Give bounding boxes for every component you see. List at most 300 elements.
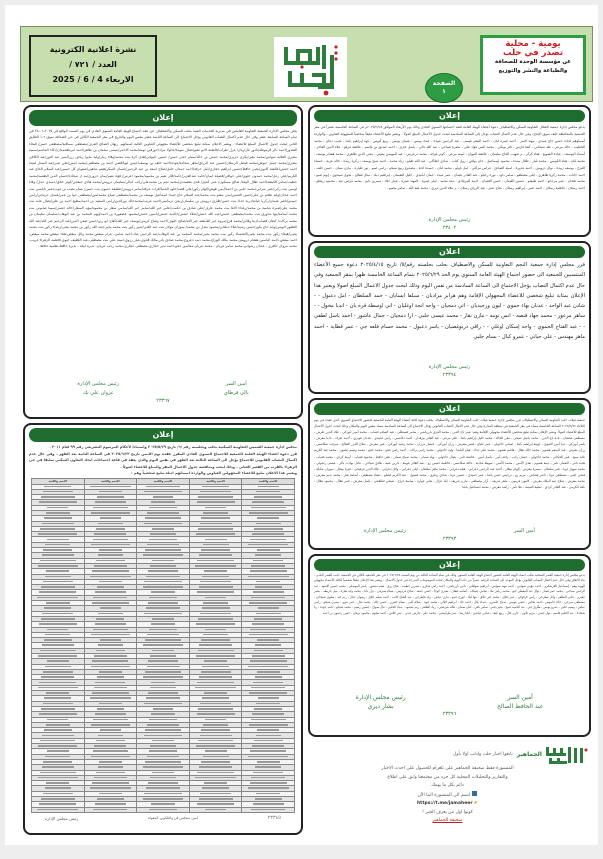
cell-text-placeholder — [205, 539, 227, 541]
cell-text-placeholder — [253, 560, 283, 562]
cell-text-placeholder — [150, 533, 175, 535]
cell-text-placeholder — [43, 671, 72, 673]
cell-text-placeholder — [147, 756, 180, 758]
cell-text-placeholder — [201, 639, 230, 641]
cell-text-placeholder — [45, 544, 70, 546]
cell-text-placeholder — [148, 692, 178, 694]
cell-text-placeholder — [254, 496, 282, 498]
cell-text-placeholder — [42, 554, 75, 556]
cell-text-placeholder — [149, 809, 176, 811]
cell-text-placeholder — [97, 676, 123, 678]
cell-text-placeholder — [249, 724, 288, 726]
cell-text-placeholder — [41, 708, 75, 710]
cell-text-placeholder — [97, 586, 124, 588]
secretary-name: عبد الحافظ الصالح — [497, 703, 544, 710]
ad-number: ٢٣٣٩٣ — [442, 536, 457, 542]
cell-text-placeholder — [202, 666, 228, 668]
cell-text-placeholder — [99, 761, 121, 763]
cell-text-placeholder — [254, 740, 283, 742]
cell-text-placeholder — [145, 639, 181, 641]
cell-text-placeholder — [248, 756, 288, 758]
ad-najm-association — [308, 241, 591, 394]
cell-text-placeholder — [96, 650, 125, 652]
cell-text-placeholder — [252, 623, 284, 625]
cell-text-placeholder — [93, 539, 129, 541]
cell-text-placeholder — [250, 539, 286, 541]
cell-text-placeholder — [205, 809, 226, 811]
cell-text-placeholder — [46, 692, 69, 694]
cell-text-placeholder — [90, 697, 131, 699]
cell-text-placeholder — [255, 644, 281, 646]
cell-text-placeholder — [145, 517, 180, 519]
cell-text-placeholder — [254, 618, 282, 620]
cell-text-placeholder — [145, 729, 180, 731]
cell-text-placeholder — [251, 719, 286, 721]
cell-text-placeholder — [249, 692, 287, 694]
cell-text-placeholder — [92, 660, 128, 662]
cell-text-placeholder — [254, 708, 282, 710]
publisher-box — [480, 35, 586, 95]
footer-line-6: كونوا اول من يعرف الخبر ! — [422, 809, 473, 815]
cell-text-placeholder — [98, 554, 124, 556]
cell-text-placeholder — [205, 629, 227, 631]
cell-text-placeholder — [150, 687, 177, 689]
cell-text-placeholder — [200, 523, 232, 525]
column-header: الاسم والكنية — [84, 478, 137, 484]
cell-text-placeholder — [200, 703, 231, 705]
ad-asr-association — [308, 554, 591, 737]
secretary-block — [497, 693, 543, 711]
cell-text-placeholder — [43, 549, 72, 551]
ad-number: ٢٣٣٩٦ — [442, 711, 457, 717]
cell-text-placeholder — [253, 591, 284, 593]
cell-text-placeholder — [98, 613, 122, 615]
cell-text-placeholder — [151, 682, 174, 684]
jamaheer-logo-icon — [274, 37, 347, 97]
cell-text-placeholder — [203, 602, 227, 604]
cell-text-placeholder — [256, 735, 281, 737]
cell-text-placeholder — [38, 655, 77, 657]
ad-heading: اعلان — [314, 403, 585, 415]
newspaper-page — [5, 5, 598, 845]
cell-text-placeholder — [45, 666, 71, 668]
cell-text-placeholder — [151, 623, 176, 625]
cell-text-placeholder — [204, 570, 227, 572]
cell-text-placeholder — [90, 576, 130, 578]
cell-text-placeholder — [47, 507, 68, 509]
pointer-hand-icon: ☛ — [472, 801, 479, 806]
cell-text-placeholder — [199, 644, 232, 646]
cell-text-placeholder — [257, 761, 280, 763]
cell-text-placeholder — [46, 570, 69, 572]
cell-text-placeholder — [200, 581, 230, 583]
cell-text-placeholder — [146, 787, 180, 789]
chairman-title: رئيس مجلس الإدارة — [45, 815, 79, 821]
cell-text-placeholder — [145, 549, 181, 551]
chairman-title: رئيس مجلس الإدارة — [428, 217, 471, 223]
cell-text-placeholder — [45, 787, 71, 789]
cell-text-placeholder — [96, 560, 125, 562]
footer-line-4: دائم بكل ما يهمك — [431, 783, 464, 788]
cell-text-placeholder — [143, 586, 184, 588]
ad-body: يدعو مجلس إدارة جمعية العصر السكنية بحلب اعضاء الهيئة العامة لحضور اجتماع الهيئة العامة السنوي وذلك في تمام الساعة الثالثة من يوم السبت ٢٠٢٥/٦/٢٨ في مقر الجمعية الكائن في الجميلية جانب القصر البلدي ، بناء الاتفاق وفي حال عدم اكتمال النصاب القانوني يؤجل الموعد الى الساعة الرابعة عصراً من ذات اليوم والمكان لبحث الموضوعات المدرجة في جدول الاعمال ، ويعتبر هذا الإعلان تبليغاً شخصياً لكافة الأعضاء مجهولي الهوية وهم : إسماعيل الفرشكري ، احمد مؤمن سوامي ، احمد مهند سوامي ، ابراهيم سواقلي ، نادين بازرباشي ، احمد رامي شكري ، شيرين خطيب ، نجاح رزق ، هيثم منصور ، ياسر الموصلي ، محمد حسين الاسود ، عبد الرحمن سباعي ، محمد عمر قصار ، نوال عبد المعطي خيو ، محمد رياض ملا ، سامي عساف ، أسامة قطان ، بشرى كوجا ، حسن جمعة ، صلاح فردوس ، بسام صيرفي ، نزار دادا ، محمد وليد هبارة ، نبيل خريطة ، بشير جعبري ، فادي الظاهر ، وائل مطرجي ، رامي كركوكي ، عمر حلاق ، محمد خير حلاق ، مها ليلا ، جورج جمو ، مازن عياش ، زياد قاطرجي ، عبد الفتاح كاتب ، احمد سليم حلاق ، رضوان حبال ، ريم كبة ، سلوى شيخاني ، مصطفى دمرجي ، خالد جاموس ، احمد نحاس ، حسن عويس ، صباح حاضري ، غيداء بلال ، احمد جاد ، ابراهيم كيالي ، محمد جويد ، سلام ايلي ، بسام جعبري ، حسن جلاد ، محمد نجار ، عمر بدوي ، يسرى شيخو ، رامي عباس ، وسيم حلبي ، عمرو يونس ، طارق جبر ، عبد الحميد شيخ ، يحيى قنبر ، سامر باقي ، كنان سمان ، هالة شربتجي ، زياد الظاهر ، ريم محمود ، عماد الحلبي ، نبال سواح ، حسين رستم ، محمد شيخو ، احمد جودة ، رنا شحادة ، عبد الحليم قاسم ، نوار حسن ، مريم تلاوي ، غازي بلال ، ربيع نايف ، شادي عياشي ، ايليا رضا ، عمر طرابيشي ، محمد علي ، فارس جندي ، عمر كلاس ، احمد سلوم ، محمود برهان ، حسن رحمون بن احمد — [314, 573, 585, 615]
cell-text-placeholder — [257, 549, 280, 551]
secretary-title: أمين السر — [507, 694, 533, 701]
masthead — [20, 26, 593, 102]
cell-text-placeholder — [202, 607, 230, 609]
cell-text-placeholder — [149, 629, 177, 631]
column-header: الاسم والكنية — [32, 478, 85, 484]
cell-text-placeholder — [95, 501, 126, 503]
members-table — [31, 478, 295, 813]
cell-text-placeholder — [197, 560, 234, 562]
cell-text-placeholder — [96, 528, 124, 530]
cell-text-placeholder — [40, 528, 75, 530]
footer-signature: صحيفة الجماهير — [432, 818, 463, 823]
cell-text-placeholder — [47, 660, 69, 662]
cell-text-placeholder — [47, 539, 69, 541]
cell-text-placeholder — [150, 655, 176, 657]
cell-text-placeholder — [199, 798, 233, 800]
cell-text-placeholder — [37, 809, 78, 811]
cell-text-placeholder — [202, 486, 229, 488]
cell-text-placeholder — [96, 740, 124, 742]
issue-date: الاربعاء 4 / 6 / 2025 — [52, 75, 134, 84]
ad-signatures — [25, 814, 301, 823]
cell-text-placeholder — [41, 618, 76, 620]
cell-text-placeholder — [251, 597, 286, 599]
cell-text-placeholder — [198, 708, 233, 710]
footer-logo-text: الجماهير — [516, 751, 542, 758]
cell-text-placeholder — [203, 634, 228, 636]
cell-text-placeholder — [205, 597, 226, 599]
cell-text-placeholder — [45, 634, 70, 636]
cell-text-placeholder — [251, 777, 285, 779]
cell-text-placeholder — [249, 602, 287, 604]
cell-text-placeholder — [257, 517, 279, 519]
cell-text-placeholder — [201, 549, 230, 551]
cell-text-placeholder — [95, 713, 126, 715]
chairman-block — [356, 693, 406, 711]
cell-text-placeholder — [44, 517, 72, 519]
cell-text-placeholder — [93, 750, 129, 752]
column-header: الاسم والكنية — [242, 478, 295, 484]
chairman-title: رئيس مجلس الإدارة — [364, 528, 406, 534]
cell-text-placeholder — [99, 671, 122, 673]
secretary-title: أمين السر — [513, 528, 535, 534]
cell-text-placeholder — [44, 486, 71, 488]
cell-text-placeholder — [46, 602, 70, 604]
cell-text-placeholder — [98, 523, 123, 525]
cell-text-placeholder — [149, 507, 177, 509]
chairman-block — [77, 380, 119, 398]
cell-text-placeholder — [198, 496, 233, 498]
cell-text-placeholder — [97, 496, 124, 498]
cell-text-placeholder — [40, 650, 76, 652]
cell-text-placeholder — [149, 719, 177, 721]
cell-text-placeholder — [100, 639, 122, 641]
publisher-name-1: عن مؤسسة الوحدة للصحافة — [494, 59, 572, 65]
cell-text-placeholder — [46, 724, 70, 726]
ad-number: ٢٣٣٩٤ — [442, 372, 457, 378]
ad-heading: اعلان — [314, 246, 585, 258]
footer-line-5 — [305, 791, 590, 801]
secretary-name: بالي قرطاي — [223, 390, 249, 396]
footer-line-2: المنشورة فقط صحيفة الجماهير على تلغرام للحصول على احدث الاخبار — [381, 766, 514, 771]
cell-text-placeholder — [152, 560, 175, 562]
ad-body-intro: مجلس ادارة جمعية الشمس التعاونية السكنية بحلب وبجلسته رقم /٦/ تاريخ ٢٠٢٥/٥/٢٩ واستنادا لأحكام المرسوم التشريعي رقم ٩٩ لعام ٢٠١١ . — [49, 445, 297, 449]
cell-text-placeholder — [94, 655, 127, 657]
ad-body-list-intro: ويعتبر هذا الاعلان تبليغ للاعضاء المجهولين العناوين والواردة اسمائهم ادناه تبليغ شخصياً وهم : — [131, 471, 297, 475]
cell-text-placeholder — [198, 528, 234, 530]
cell-text-placeholder — [46, 782, 69, 784]
cell-text-placeholder — [144, 793, 181, 795]
ad-technical-services-association — [23, 105, 303, 419]
cell-text-placeholder — [256, 491, 280, 493]
cell-text-placeholder — [202, 697, 229, 699]
cell-text-placeholder — [149, 597, 176, 599]
cell-text-placeholder — [151, 803, 175, 805]
ad-signatures — [310, 363, 589, 372]
cell-text-placeholder — [252, 745, 285, 747]
bulletin-title: نشرة اعلانية الكترونية — [49, 45, 137, 54]
cell-text-placeholder — [41, 586, 75, 588]
cell-text-placeholder — [250, 782, 287, 784]
cell-text-placeholder — [199, 766, 232, 768]
cell-text-placeholder — [43, 491, 73, 493]
cell-text-placeholder — [91, 724, 129, 726]
telegram-link-row[interactable] — [305, 800, 590, 809]
cell-text-placeholder — [153, 708, 174, 710]
cell-text-placeholder — [203, 724, 228, 726]
cell-text-placeholder — [256, 581, 280, 583]
cell-text-placeholder — [251, 565, 285, 567]
cell-text-placeholder — [38, 687, 78, 689]
cell-text-placeholder — [37, 597, 78, 599]
cell-text-placeholder — [152, 650, 174, 652]
table-cell — [84, 807, 137, 812]
ad-heading: إعلان — [314, 110, 585, 122]
cell-text-placeholder — [200, 735, 232, 737]
cell-text-placeholder — [41, 798, 75, 800]
cell-text-placeholder — [197, 682, 234, 684]
cell-text-placeholder — [90, 486, 131, 488]
ad-signatures — [25, 380, 301, 398]
cell-text-placeholder — [152, 740, 174, 742]
cell-text-placeholder — [258, 697, 279, 699]
chairman-title: رئيس مجلس الإدارة — [428, 364, 471, 370]
cell-text-placeholder — [99, 491, 123, 493]
cell-text-placeholder — [249, 512, 288, 514]
cell-text-placeholder — [202, 787, 229, 789]
cell-text-placeholder — [150, 565, 176, 567]
cell-text-placeholder — [41, 676, 74, 678]
cell-text-placeholder — [198, 618, 233, 620]
cell-text-placeholder — [100, 607, 121, 609]
cell-text-placeholder — [144, 581, 181, 583]
cell-text-placeholder — [257, 729, 279, 731]
cell-text-placeholder — [40, 560, 76, 562]
cell-text-placeholder — [256, 793, 280, 795]
cell-text-placeholder — [45, 756, 70, 758]
cell-text-placeholder — [254, 528, 283, 530]
cell-text-placeholder — [144, 703, 182, 705]
cell-text-placeholder — [92, 570, 129, 572]
publisher-tagline-1: يومية - محلية — [505, 39, 561, 49]
cell-text-placeholder — [196, 623, 235, 625]
cell-text-placeholder — [94, 745, 126, 747]
footer-line-1: تابعوا اخبار حلب وادلب اولا بأول — [453, 751, 513, 757]
ad-heading: إعلان — [29, 428, 297, 442]
cell-text-placeholder — [42, 644, 74, 646]
cell-text-placeholder — [205, 750, 227, 752]
cell-text-placeholder — [255, 798, 282, 800]
page-number: ١ — [442, 88, 446, 95]
cell-text-placeholder — [39, 623, 77, 625]
cell-text-placeholder — [200, 613, 231, 615]
cell-text-placeholder — [39, 682, 76, 684]
cell-text-placeholder — [195, 565, 235, 567]
cell-text-placeholder — [38, 745, 77, 747]
chairman-name: غزوان علي بك — [83, 390, 114, 396]
cell-text-placeholder — [153, 496, 174, 498]
cell-text-placeholder — [146, 607, 181, 609]
cell-text-placeholder — [148, 782, 178, 784]
cell-text-placeholder — [143, 644, 182, 646]
cell-text-placeholder — [197, 501, 235, 503]
join-text: انضم الى المنشورة الينا الآن — [417, 792, 471, 798]
cell-text-placeholder — [39, 501, 77, 503]
cell-text-placeholder — [255, 766, 281, 768]
cell-text-placeholder — [196, 533, 235, 535]
cell-text-placeholder — [95, 803, 125, 805]
cell-text-placeholder — [97, 798, 124, 800]
cell-text-placeholder — [147, 634, 179, 636]
cell-text-placeholder — [199, 586, 233, 588]
cell-text-placeholder — [143, 554, 183, 556]
column-header: الاسم والكنية — [137, 478, 190, 484]
cell-text-placeholder — [251, 809, 286, 811]
table-cell — [137, 807, 190, 812]
cell-text-placeholder — [252, 713, 283, 715]
ad-villas-aleppo-association — [308, 398, 591, 550]
cell-text-placeholder — [100, 729, 121, 731]
cell-text-placeholder — [42, 613, 73, 615]
cell-text-placeholder — [150, 745, 175, 747]
secretary-block — [224, 380, 249, 398]
cell-text-placeholder — [39, 591, 76, 593]
cell-text-placeholder — [92, 692, 129, 694]
cell-text-placeholder — [91, 634, 130, 636]
cell-text-placeholder — [97, 708, 124, 710]
cell-text-placeholder — [43, 793, 73, 795]
ad-number: ٢٣٤٠٢ — [442, 225, 457, 231]
cell-text-placeholder — [199, 676, 233, 678]
cell-text-placeholder — [205, 507, 226, 509]
cell-text-placeholder — [94, 533, 126, 535]
cell-text-placeholder — [47, 719, 68, 721]
cell-text-placeholder — [99, 793, 122, 795]
cell-text-placeholder — [195, 777, 235, 779]
cell-text-placeholder — [93, 809, 127, 811]
cell-text-placeholder — [152, 528, 174, 530]
chairman-title: رئيس مجلس الإدارة — [77, 381, 120, 387]
cell-text-placeholder — [94, 777, 127, 779]
issue-info-box — [29, 35, 157, 97]
telegram-promo — [305, 745, 590, 835]
ad-body: جمعية فيلات حلب التعاونية للسكن والاصطياف. قرر مجلس إدارة جمعية فيلات حلب التعاونية للسكن والاصطياف بحلب دعوة كافة أعضاء الهيئة العامة للجمعية لحضور الاجتماع السنوي الذي عقده في يوم الثلاثاء ٢٠٢٥/٦/٢٤ الساعة الخامسة مساء في مقر الجمعية في منطقة المدارة وفي حال عدم اكتمال النصاب القانوني يؤجل الاجتماع الى الساعة السادسة مساء بنفس اليوم والمكان وذلك لبحث جدول الأعمال المبلغ للأعضاء أصولاً. ويعتبر الإعلان بمثابة تبليغ شخصي للأعضاء مجهولي الإقامة وهم: عمر تاج الدين - محمد العزي بازرباشي - سامر قسطلي - عبد السلام قصاب - محمد أمين أبوزكي - علاء الدين طرش - مصطفى عصفان - نادة تاج الدين - محمد باسل صبحي - معن الخالد - محمد خليل إبراهيم باشا - علي مرعي - عبد القادر بيرقدار - أحمد دكانسي - رامي لبابيدي - عدنان عوبري - أحمد نقرف - ناديا مفرش - ياسر أبوزكي - دينا أمين الصوى - جهينة إبراهيم باشا - صبحي حاجولي - عمر طباع - قيس مفرش - رزان أبوزكي - انتصار مرزان - محمد رشيد أبوزكي - عبير مفرش - صلاح الدين الصالح - ميرفت سكانسي - رزان مفرش - عبد المنعم هشوم - محمد خالد عقال - هاشم هشوم - محمد علي حداد - هيام الباشا - وليد حاجولي - محمد رامي بركات - أحمد رامي عجو - محمد حجو - محمد وسيم دهمون - محمد عبد الكريم عابد سبع - عمر الحكاني - محمد حاجولي - حسان رجب - رائف أبين - باسل أمين - عائشة ثامر - نضال حاجولي - نهاد سمان - محمد صباح سمان - علي حافظ - محمود قصاب - أمينة كردي - محمد قصاب - هدية ثامر - النعمان ثامر - ديمة هشوم - هدى الأمين - محمد الأمين - سهيلة شادية - دلالة سكانسي - فاطمة حسين زو - عبد القادر عوينة - دارين عتبة - هادي صباحي - عادل بوادت باكر - عيسى زنجولي - محمد سهيل دويا - عمر سلطان - سمرة مفرش - إلهام بيطار - أحمد عبد الرحمن دعرابي - هيله دعرابي - محمد ماهر سلطان - ليلى دعرابي - وائل دعرابي - علاء الدين قرقيحي - غيرة بيطار - سوزان شابلة - فتحي حلبي - مصطفى دويا - ناصر قصاص - مريم زو - ترجيس حسن باشا - عمر حميدي - حسين دويا - شادي زيناوي - محمد قسول - عبد الكريم قصلو - صفاء مصطفى - أسامة نقار - محمد نديم مفرش - محمد مفرش - صلاح عبد الملك مفرش - كاتيون قرمون - ماهر شريف - أراز مصطفى - مازن شريف - اياد عزال - هاني عواره - مياسة جراح - صبحي قبالفحي - باسل مفرش - عمر عقال - محمود عقال - ناهد الكرمي - عبد القادر كردي - صفية الشيبة - علا ثامر - راشد مفرش - محمد اسماعيل باشا — [314, 418, 586, 490]
cell-text-placeholder — [151, 591, 175, 593]
ad-body: يعلن مجلس الادارة الجمعية التعاونية للعاملين في مديرية الخدمات الفنية بحلب للسكن والاصطياف عن عقد اجتماع الهيئة العامة السنوي العادي في يوم السبت الواقع في ٢٠٢٥-٠٦-٢٨ في تمام الساعة السابعة عشر وفي حال عدم اكتمال النصاب القانوني يؤجل الاجتماع الى الساعة الثامنة عشر بنفس اليوم والتاريخ في مقر الجمعية الكائن في حي الصداقة سوق ٦-١ الطابق الثاني لبحث جدول الاعمال المبلغ للاعضاء . ويعتبر الاعلان بمثابة تبليغ شخصي للأعضاء مجهولي العناوين التالية اسمائهم. زيهان الصالح العرف/مصطفى سماقية/مصطفى حسن/ فيحاء القندور/احمد ثائر قرموطة/تادور غازاريان/ غزل طراب/فاطمة الابو نصو/نضال سودة/عائولا مراد/جوزفين تومة/محمد الاحمر/عيسى سلمان بن طاهر/احمد ليرنطحمدان/ذكاء الجاسم/سمية مصري الفلاية سواس/محمد مقي/بكري جريري/محمد حنتش بن خالد/بسام حجي حسن/ حسين دليواتي/هدى كزة بنت محمد/وفاء زمار/وليد مايو/ رياض زرزا/منير عبد النور/عبد الكافي مصري/محمد جميل حيوش/محمد فيصل الرسلان/حسين عبد الرزاق/ماهر شحادة/عودة/احمد خلف بن يوسف/جيتين ليوا/قصي احمد بن مصطفى/محمد انيس/علي عمر/عبد الستار لبنية/احمد حنتش/عائشة كاتوي/يحيى حافظ/حسين ابراهيم حجازي/امل حزفة/احمد حمدان خليل/صلاح اسعد بن عبد الرحمن/غسان السكر/هيثم شاهين/صفوان كل حسين/عبد السلام الحاج عبد الكريم/علي زعل/محمد حمدون حلوي/علي حواقي/فضيلة ايمان/حامد عبدالعزيز/حامد/فائز نعيم بن محمود/محمود اعرس/ فؤاد نعيم/يمان حزوري/مد از شحادة/حسام الدين الطعمة/محمد خطيب/سامر الكيشة/احمد طلال البيلة/ صالح مسكون/ عمر كحيل/ هدى نقشبندي/محمد نجم بن محمدعلي/رائب كيالي/سليمان درويش/محمد هادي جبقجي/كوثر حلاق/حميدي دندل/ وفاء لوسي بنت زكي/عمر شرابي/محمد حلبي بن احمد/أيمن هوش/الهام زكور/علي قصد/خلود الباشا/فرات عرفة/سامر درويش/عطيفة حسون بنت حسن/ بسام نصب بن ايوب/عمر نابلسي بنت احمد عدنان/وليد طحم بن علي/حسن الحسن/منى مشو بنت محمد/عبد السلام حاج جنيد/ اسماعيل يوسف بن محمد/مصطفى صباغ محمدامين/مصطفى حوا بن عمر/غسان حريتاني/رامي حميدو/ناصر عثمان/زكريا حيانة/دربة حداد بنت حسن/طارق درويش بن سليمان/ريحن ترمانيني/احمد غريب/محمدخالد نورالدين/رامي السعيد بن احمد/مطيع احمد بن علي/نضال عابد بنت محمد علي/صبرة شامية بن محمد/رغداء الاغا بنت محمد عارف/علي صادق بن حكمت/عامر خير الله/سامر خير الله/سامي سقار بن محمود/مؤيد السقار/خالد حنتش/سيما صابوني بنت محمد اسامة/مها شاورق بنت محمد/مصطفى حنتش/عبد الله حنتش/نجلاء حنتش/خالدية حنتش/ياسين حنتش/محمود عصفورة بن احمد/إيهم للمحمد بن عبد الوهاب/سليمان سليمان بن محمد بركات/ كنعان قصاب/دينا وفائي/محمد فرح/مروة خير الله/هبة خير الله/صالح خلوف/احمد وضاح كريش/يوسف خير الله/كفاح ابو رين/حسن صفي الدين/عبد الرحيم خير الله/عبد الله الطفور الويس/وليد حاج بكور/حسن رشيد/علاء دملجي/محمود مندل بن محمد/ سوزان مولان بنت عبد الغني/عبير زكور بنت محمد يحيى/عبد الله زكور بن محمد يحيى/رغداء زكور بنت محمد يحيى/هيفاء زكور بنت محمد يحيى/الخنساء زكور بنت محمد يحيى/محمد المحمد بن عبد الوهاب/عبد الرحمن عباد-احمد شامي- غرام ميقص-محمد وائل ميقص-هناء ميقص-محمد ميقص-احمد ميقص-احمد الياسين-هشام درويش-محمد مالك الهزاع-محمد ذيب دعروج-محمد صادق نادر-مالك قناوي-عيار رزوق-امينة علي بنت مصطفى-عبد اللطيف حيوي-فاطمة الزهراء غريب-محمد مروان حافري - عدنان رشواني-محمد سامر عريان - محمد عريان-محاسن حجو-احمد نذير حجازي-مصطفى حجازي-محمد رجب عريان- نذيرة ابيلة - نذيرة حافظ-نظمية حافظ . — [29, 129, 298, 249]
cell-text-placeholder — [253, 772, 283, 774]
cell-text-placeholder — [250, 660, 287, 662]
ad-heading: إعلان — [29, 110, 297, 126]
cell-text-placeholder — [43, 581, 73, 583]
cell-text-placeholder — [92, 602, 130, 604]
cell-text-placeholder — [40, 772, 76, 774]
cell-text-placeholder — [250, 629, 286, 631]
cell-text-placeholder — [39, 713, 77, 715]
cell-text-placeholder — [91, 512, 129, 514]
column-header: الاسم والكنية — [189, 478, 242, 484]
cell-text-placeholder — [38, 565, 78, 567]
cell-text-placeholder — [248, 666, 288, 668]
cell-text-placeholder — [92, 782, 129, 784]
cell-text-placeholder — [96, 618, 124, 620]
cell-text-placeholder — [204, 692, 228, 694]
cell-text-placeholder — [256, 703, 280, 705]
ad-shams-association — [23, 423, 303, 835]
ad-body: قرر مجلس إدارة جمعية النجم التعاونية للسكن والاصطياف بحلب بجلسته رقم/٥/ تاريخ ٢٠٢٥/٤/١٥ دعوة جميع الأعضاء المنتسبين للجمعية الى حضور اجتماع الهيئة العامة السنوي يوم الحد ٢٠٢٥/٦/٢٩ بتمام الساعة الخامسة ظهرا بمقر الجمعية وفي حال عدم اكتمال النصاب يؤجل الاجتماع الى الساعة السادسة من نفس اليوم وذلك لبحث جدول الاعمال المبلغ اصولا ويعتبر هذا الإعلان بمثابة تبليغ شخصي للاعضاء المجهولي الإقامة وهم هرابر مراديان - سيلفا ايسايان - حمد السلطان - امل دعبول - - شادن عبد الواحد - عدنان بهاء حموي - ليون ورجيديان - اتي دمجيان - واجه انجة اوغليان - اني اوسطة قره يان - انديا مخول - - ساهر مرعور - محمد جهاد قنصه - انس تومه - مازن نقار - محمد عيسى جلبي - ارا دمجيان - جمال عاشور - احمد باسل لطفي - - عبد الفتاح الحموي - واجة إسكان اوغلي - - راقي دربوغصيان - ياسر دعبول - محمد حسام قلعه جي - عمر قطاية - احمد ماهر مهندس - علي حياني - عمرو كيال - بسام جلبي — [314, 262, 585, 341]
cell-text-placeholder — [43, 703, 73, 705]
cell-text-placeholder — [254, 650, 283, 652]
cell-text-placeholder — [148, 660, 177, 662]
cell-text-placeholder — [146, 576, 180, 578]
cell-text-placeholder — [198, 650, 234, 652]
cell-text-placeholder — [38, 533, 77, 535]
cell-text-placeholder — [250, 570, 287, 572]
footer-logo — [517, 745, 590, 765]
cell-text-placeholder — [195, 687, 236, 689]
cell-text-placeholder — [204, 782, 227, 784]
cell-text-placeholder — [147, 724, 178, 726]
page-number-badge — [425, 73, 463, 103]
publisher-tagline-2: تصدر في حلب — [502, 48, 564, 58]
telegram-icon — [472, 791, 477, 796]
cell-text-placeholder — [93, 629, 128, 631]
secretary-title: أمين سجلس فن والتلكوين المقولة — [147, 815, 198, 820]
chairman-name: بشار ديري — [367, 703, 394, 710]
table-cell — [32, 807, 85, 812]
cell-text-placeholder — [43, 761, 72, 763]
cell-text-placeholder — [200, 491, 231, 493]
cell-text-placeholder — [146, 697, 180, 699]
cell-text-placeholder — [150, 777, 176, 779]
table-cell — [189, 807, 242, 812]
cell-text-placeholder — [98, 735, 123, 737]
cell-text-placeholder — [197, 803, 235, 805]
cell-text-placeholder — [90, 787, 130, 789]
cell-text-placeholder — [95, 591, 125, 593]
telegram-url[interactable]: https://t.me/jamaheer — [416, 801, 473, 806]
cell-text-placeholder — [95, 682, 125, 684]
cell-text-placeholder — [144, 491, 182, 493]
cell-text-placeholder — [145, 671, 182, 673]
issue-number: العدد / ٧٢١ / — [69, 60, 117, 69]
cell-text-placeholder — [248, 544, 288, 546]
table-row — [32, 807, 295, 812]
ad-heading: إعلان — [314, 559, 585, 571]
